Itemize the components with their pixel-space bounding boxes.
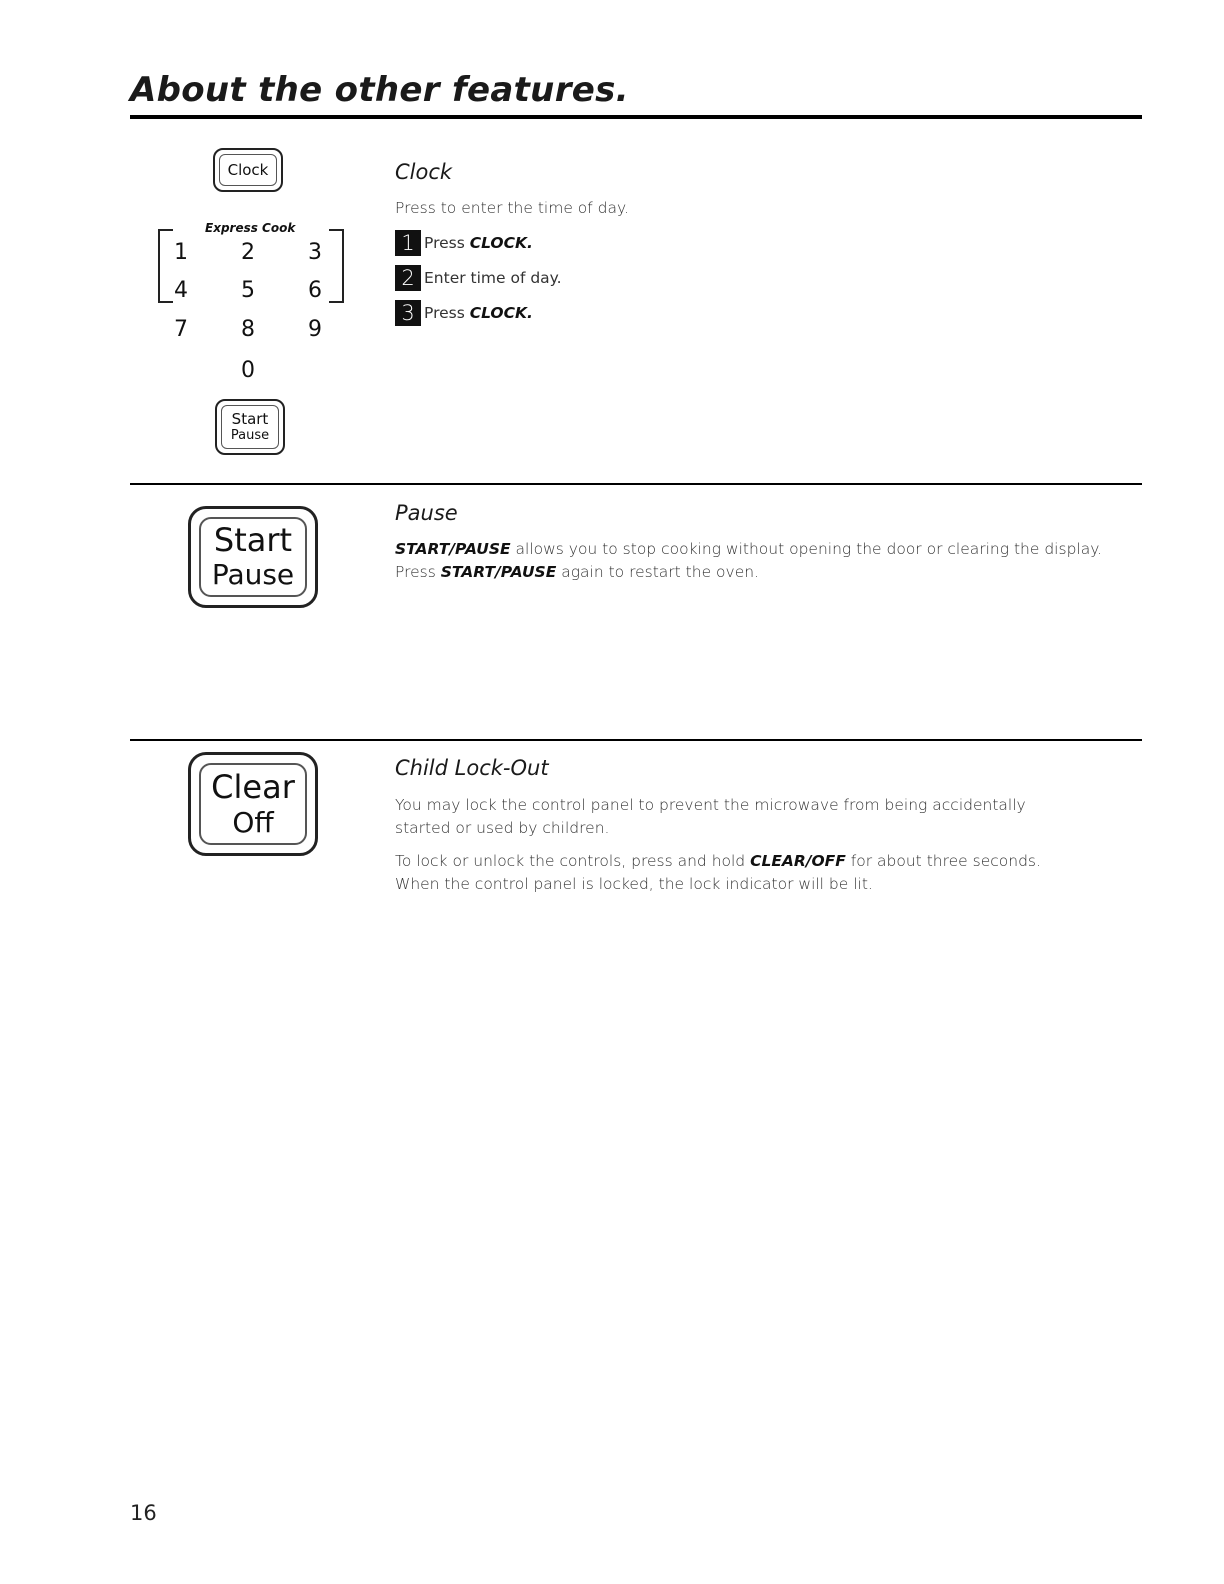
start-pause-small-illustration: [215, 399, 285, 455]
digit-2: 2: [241, 240, 255, 265]
clear-off-illustration: [188, 752, 318, 856]
clock-step-3: [395, 300, 533, 326]
page-number: 16: [130, 1501, 157, 1525]
clock-step-1: [395, 230, 533, 256]
digit-7: 7: [174, 317, 188, 342]
off-label: Off: [232, 806, 274, 839]
start-large-label: Start: [213, 521, 293, 559]
step-text: Press CLOCK.: [424, 234, 533, 252]
digit-8: 8: [241, 317, 255, 342]
pause-section-title: Pause: [395, 501, 458, 525]
digit-6: 6: [308, 278, 322, 303]
clock-button-illustration: [213, 148, 283, 192]
express-cook-bracket-right: [327, 228, 347, 304]
step-number-badge: 3: [395, 300, 421, 326]
step-number-badge: 2: [395, 265, 421, 291]
digit-5: 5: [241, 278, 255, 303]
digit-0: 0: [241, 358, 255, 383]
page-title: About the other features.: [130, 70, 629, 110]
digit-4: 4: [174, 278, 188, 303]
pause-paragraph-2: Press START/PAUSE again to restart the oven.: [395, 563, 759, 581]
digit-3: 3: [308, 240, 322, 265]
lock-paragraph-1: You may lock the control panel to prevent the microwave from being accidentally started or used by children.: [395, 796, 1026, 837]
clear-label: Clear: [211, 768, 295, 806]
pause-large-label: Pause: [211, 558, 295, 591]
step-text: Press CLOCK.: [424, 304, 533, 322]
step-number-badge: 1: [395, 230, 421, 256]
step-text: Enter time of day.: [424, 269, 562, 287]
clock-section-title: Clock: [395, 160, 453, 184]
digit-1: 1: [174, 240, 188, 265]
clock-intro: Press to enter the time of day.: [395, 199, 629, 217]
section-divider: [130, 483, 1142, 485]
clock-button-label: Clock: [227, 161, 269, 179]
start-small-label: Start: [231, 410, 269, 428]
lock-paragraph-2: To lock or unlock the controls, press and hold CLEAR/OFF for about three seconds. When the control panel is locked, the lock indicator will be lit.: [395, 852, 1041, 893]
pause-small-label: Pause: [230, 428, 270, 443]
section-divider: [130, 739, 1142, 741]
title-divider: [130, 115, 1142, 119]
clock-step-2: [395, 265, 562, 291]
digit-9: 9: [308, 317, 322, 342]
start-pause-large-illustration: [188, 506, 318, 608]
pause-paragraph-1: START/PAUSE allows you to stop cooking without opening the door or clearing the display.: [395, 540, 1103, 558]
express-cook-label: Express Cook: [205, 221, 296, 235]
lock-section-title: Child Lock-Out: [395, 756, 549, 780]
